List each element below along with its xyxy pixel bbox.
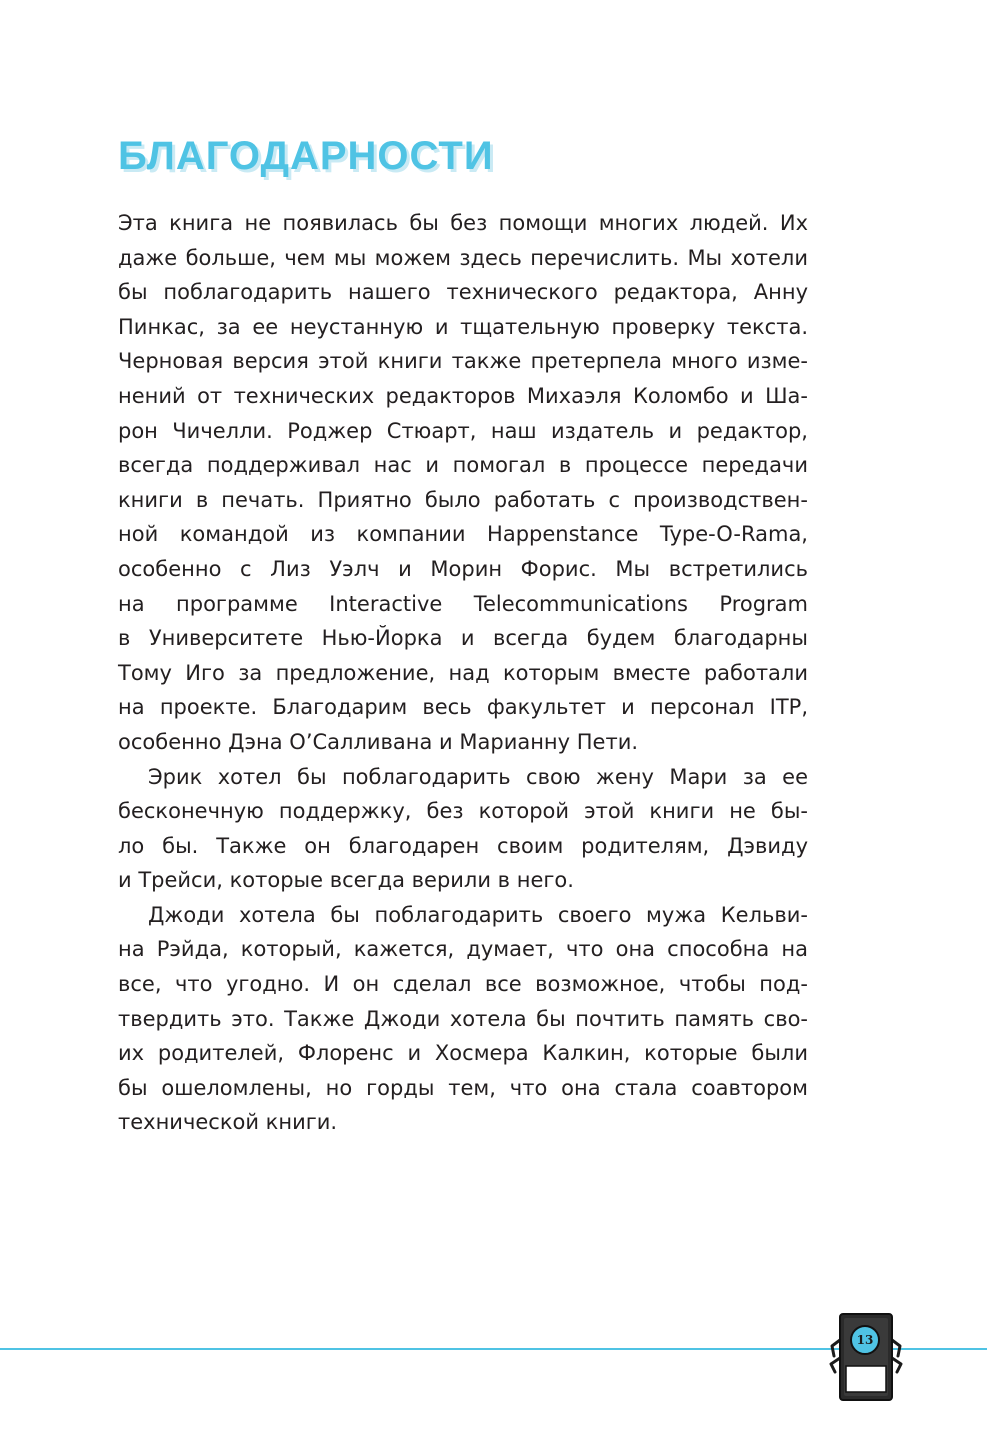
text-line: твердить это. Также Джоди хотела бы почтить память сво- [118, 1006, 808, 1031]
text-line: бы поблагодарить нашего технического редактора, Анну [118, 280, 808, 305]
text-line: и Трейси, которые всегда верили в него. [118, 868, 574, 893]
page-heading: БЛАГОДАРНОСТИ [118, 134, 494, 178]
text-line: нений от технических редакторов Михаэля Коломбо и Ша- [118, 383, 808, 408]
text-line: Черновая версия этой книги также претерпела много изме- [118, 349, 808, 374]
paragraph-3 [118, 898, 808, 1140]
text-line: Эта книга не появилась бы без помощи многих людей. Их [118, 211, 808, 235]
text-line: все, что угодно. И он сделал все возможное, чтобы под- [118, 972, 808, 997]
text-line: на проекте. Благодарим весь факультет и персонал ITP, [118, 695, 808, 720]
text-line: в Университете Нью-Йорка и всегда будем благодарны [118, 626, 808, 651]
text-line: бы ошеломлены, но горды тем, что она стала соавтором [118, 1075, 808, 1100]
text-line: Тому Иго за предложение, над которым вместе работали [118, 660, 808, 685]
text-line: Джоди хотела бы поблагодарить своего мужа Кельви- [148, 902, 808, 927]
text-line: технической книги. [118, 1110, 338, 1135]
text-line: их родителей, Флоренс и Хосмера Калкин, которые были [118, 1041, 808, 1066]
text-line: всегда поддерживал нас и помогал в процессе передачи [118, 453, 808, 478]
text-line: ной командой из компании Happenstance Type-O-Rama, [118, 522, 808, 547]
text-line: особенно Дэна О’Салливана и Марианну Пети. [118, 729, 639, 754]
page-number: 13 [856, 1333, 874, 1347]
text-line: рон Чичелли. Роджер Стюарт, наш издатель и редактор, [118, 418, 808, 443]
text-line: на программе Interactive Telecommunications Program [118, 591, 808, 616]
text-line: особенно с Лиз Уэлч и Морин Форис. Мы встретились [118, 556, 808, 581]
text-line: даже больше, чем мы можем здесь перечислить. Мы хотели [118, 245, 808, 270]
paragraph-2 [118, 760, 808, 898]
text-line: книги в печать. Приятно было работать с производствен- [118, 487, 808, 512]
text-line: бесконечную поддержку, без которой этой книги не бы- [118, 799, 808, 824]
text-line: Пинкас, за ее неустанную и тщательную проверку текста. [118, 314, 808, 339]
text-line: на Рэйда, который, кажется, думает, что она способна на [118, 937, 808, 962]
paragraph-1 [118, 206, 808, 760]
microchip-mascot-icon [826, 1310, 906, 1410]
text-line: Эрик хотел бы поблагодарить свою жену Мари за ее [148, 764, 808, 789]
text-line: ло бы. Также он благодарен своим родителям, Дэвиду [118, 833, 808, 858]
body-text [118, 206, 808, 1140]
